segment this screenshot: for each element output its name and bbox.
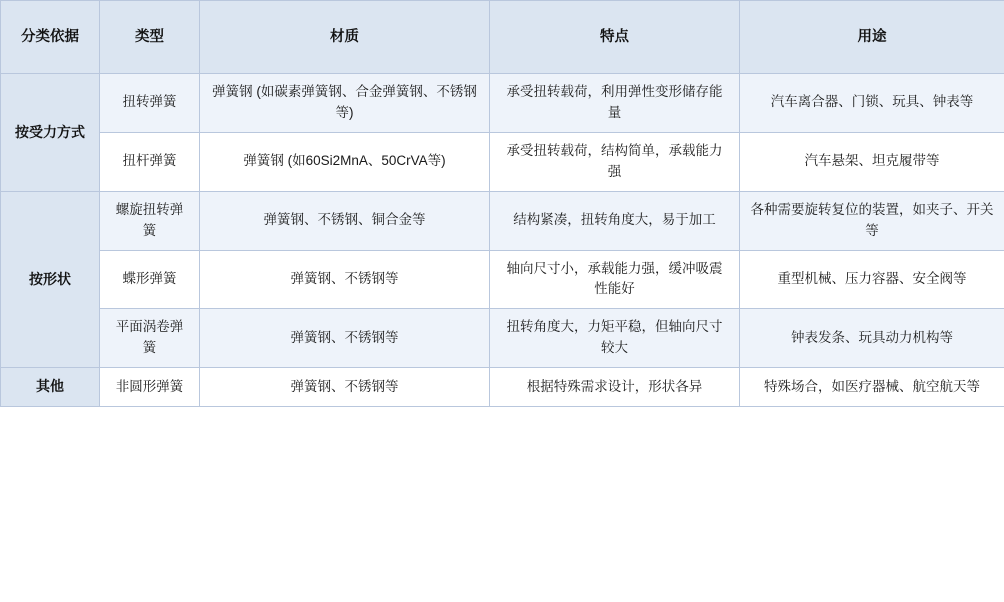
table-row	[1, 250, 1004, 309]
cell-type: 扭转弹簧	[100, 74, 200, 133]
column-header-type: 类型	[100, 1, 200, 74]
cell-type: 扭杆弹簧	[100, 132, 200, 191]
cell-material: 弹簧钢 (如碳素弹簧钢、合金弹簧钢、不锈钢等)	[200, 74, 490, 133]
column-header-use: 用途	[740, 1, 1004, 74]
cell-material: 弹簧钢、不锈钢等	[200, 309, 490, 368]
cell-material: 弹簧钢 (如60Si2MnA、50CrVA等)	[200, 132, 490, 191]
cell-type: 蝶形弹簧	[100, 250, 200, 309]
cell-use: 汽车悬架、坦克履带等	[740, 132, 1004, 191]
cell-use: 汽车离合器、门锁、玩具、钟表等	[740, 74, 1004, 133]
table-header-row	[1, 1, 1004, 74]
column-header-classification-basis: 分类依据	[1, 1, 100, 74]
cell-type: 非圆形弹簧	[100, 368, 200, 407]
cell-material: 弹簧钢、不锈钢等	[200, 368, 490, 407]
table-body	[1, 74, 1004, 407]
group-label-shape: 按形状	[1, 191, 100, 368]
group-label-force-mode: 按受力方式	[1, 74, 100, 192]
cell-use: 钟表发条、玩具动力机构等	[740, 309, 1004, 368]
table-row	[1, 74, 1004, 133]
cell-feature: 承受扭转载荷，利用弹性变形储存能量	[490, 74, 740, 133]
cell-feature: 轴向尺寸小，承载能力强，缓冲吸震性能好	[490, 250, 740, 309]
cell-use: 各种需要旋转复位的装置，如夹子、开关等	[740, 191, 1004, 250]
cell-use: 特殊场合，如医疗器械、航空航天等	[740, 368, 1004, 407]
column-header-feature: 特点	[490, 1, 740, 74]
cell-type: 螺旋扭转弹簧	[100, 191, 200, 250]
table-row	[1, 132, 1004, 191]
cell-type: 平面涡卷弹簧	[100, 309, 200, 368]
table-row	[1, 368, 1004, 407]
cell-feature: 结构紧凑，扭转角度大，易于加工	[490, 191, 740, 250]
table-header	[1, 1, 1004, 74]
group-label-other: 其他	[1, 368, 100, 407]
cell-use: 重型机械、压力容器、安全阀等	[740, 250, 1004, 309]
cell-feature: 承受扭转载荷，结构简单，承载能力强	[490, 132, 740, 191]
cell-material: 弹簧钢、不锈钢等	[200, 250, 490, 309]
column-header-material: 材质	[200, 1, 490, 74]
table-row	[1, 191, 1004, 250]
table-row	[1, 309, 1004, 368]
cell-material: 弹簧钢、不锈钢、铜合金等	[200, 191, 490, 250]
cell-feature: 根据特殊需求设计，形状各异	[490, 368, 740, 407]
cell-feature: 扭转角度大，力矩平稳，但轴向尺寸较大	[490, 309, 740, 368]
